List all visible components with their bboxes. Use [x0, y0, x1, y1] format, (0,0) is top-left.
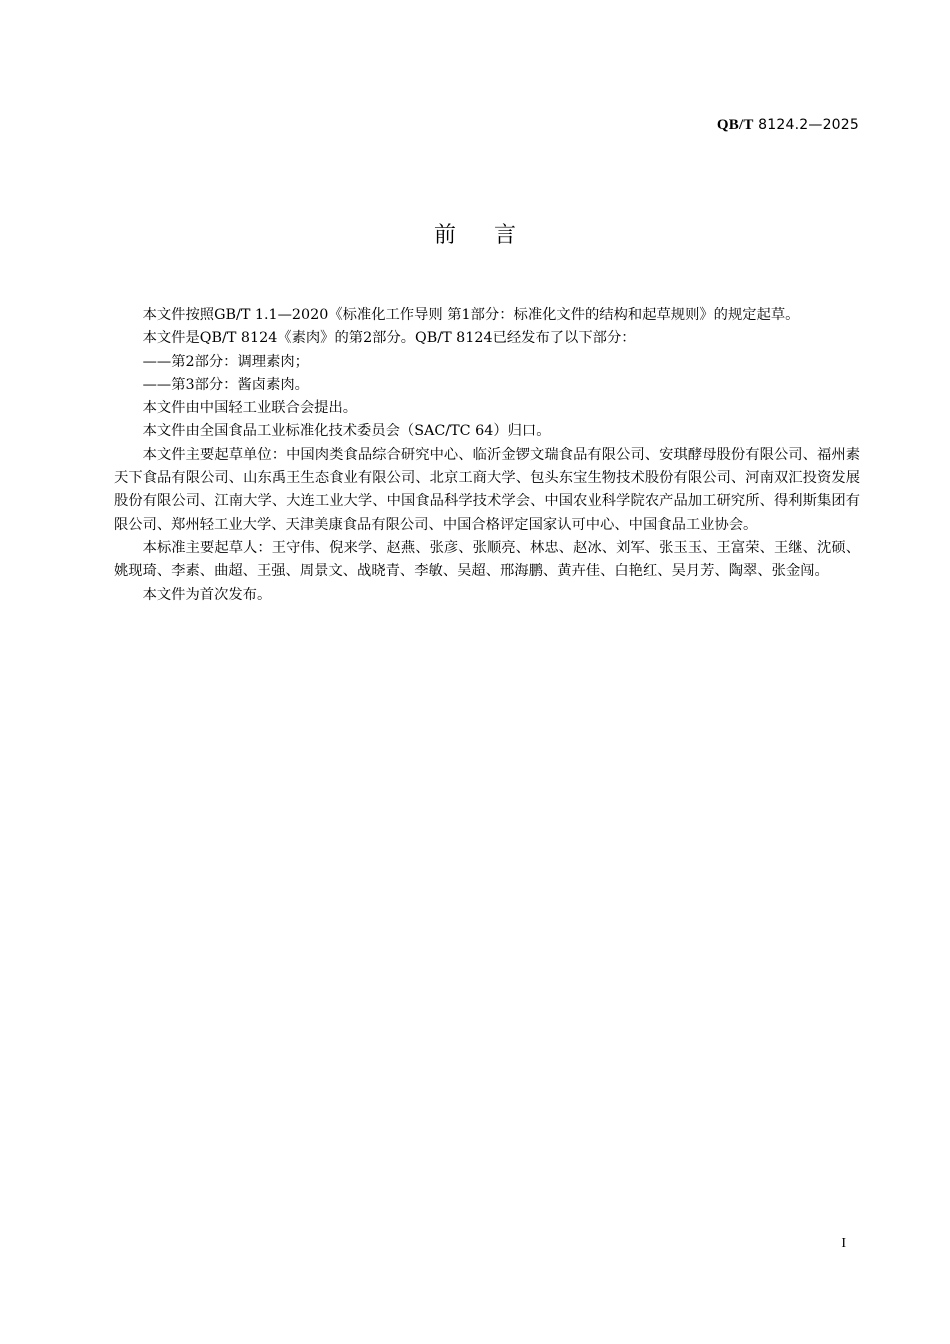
paragraph-first-release: 本文件为首次发布。 [142, 586, 272, 603]
page-number: I [841, 1236, 846, 1251]
paragraph-proposed-by: 本文件由中国轻工业联合会提出。 [142, 400, 358, 417]
standard-code [717, 115, 859, 134]
paragraph-drafters: 本标准主要起草人：王守伟、倪来学、赵燕、张彦、张顺亮、林忠、赵冰、刘军、张玉玉、王富荣、王继、沈硕、姚现琦、李素、曲超、王强、周景文、战晓青、李敏、吴超、邢海鹏、黄卉佳、白艳红、吴月芳、陶翠、张金闯。 [114, 539, 860, 580]
page-title: 前言 [433, 223, 554, 248]
standard-code-prefix: QB/T [716, 117, 754, 133]
paragraph-drafting-units: 本文件主要起草单位：中国肉类食品综合研究中心、临沂金锣文瑞食品有限公司、安琪酵母股份有限公司、福州素天下食品有限公司、山东禹王生态食业有限公司、北京工商大学、包头东宝生物技术股份有限公司、河南双汇投资发展股份有限公司、江南大学、大连工业大学、中国食品科学技术学会、中国农业科学院农产品加工研究所、得利斯集团有限公司、郑州轻工业大学、天津美康食品有限公司、中国合格评定国家认可中心、中国食品工业协会。 [114, 446, 860, 533]
list-item-part-2: ——第2部分：调理素肉； [142, 353, 309, 370]
list-item-part-3: ——第3部分：酱卤素肉。 [142, 376, 309, 393]
paragraph-part-info: 本文件是QB/T 8124《素肉》的第2部分。QB/T 8124已经发布了以下部分： [142, 330, 636, 347]
standard-code-number: 8124.2—2025 [753, 117, 859, 133]
paragraph-under-jurisdiction: 本文件由全国食品工业标准化技术委员会（SAC/TC 64）归口。 [142, 423, 551, 440]
paragraph-drafting-rules: 本文件按照GB/T 1.1—2020《标准化工作导则 第1部分：标准化文件的结构和起草规则》的规定起草。 [142, 307, 800, 323]
foreword-body [114, 304, 860, 607]
